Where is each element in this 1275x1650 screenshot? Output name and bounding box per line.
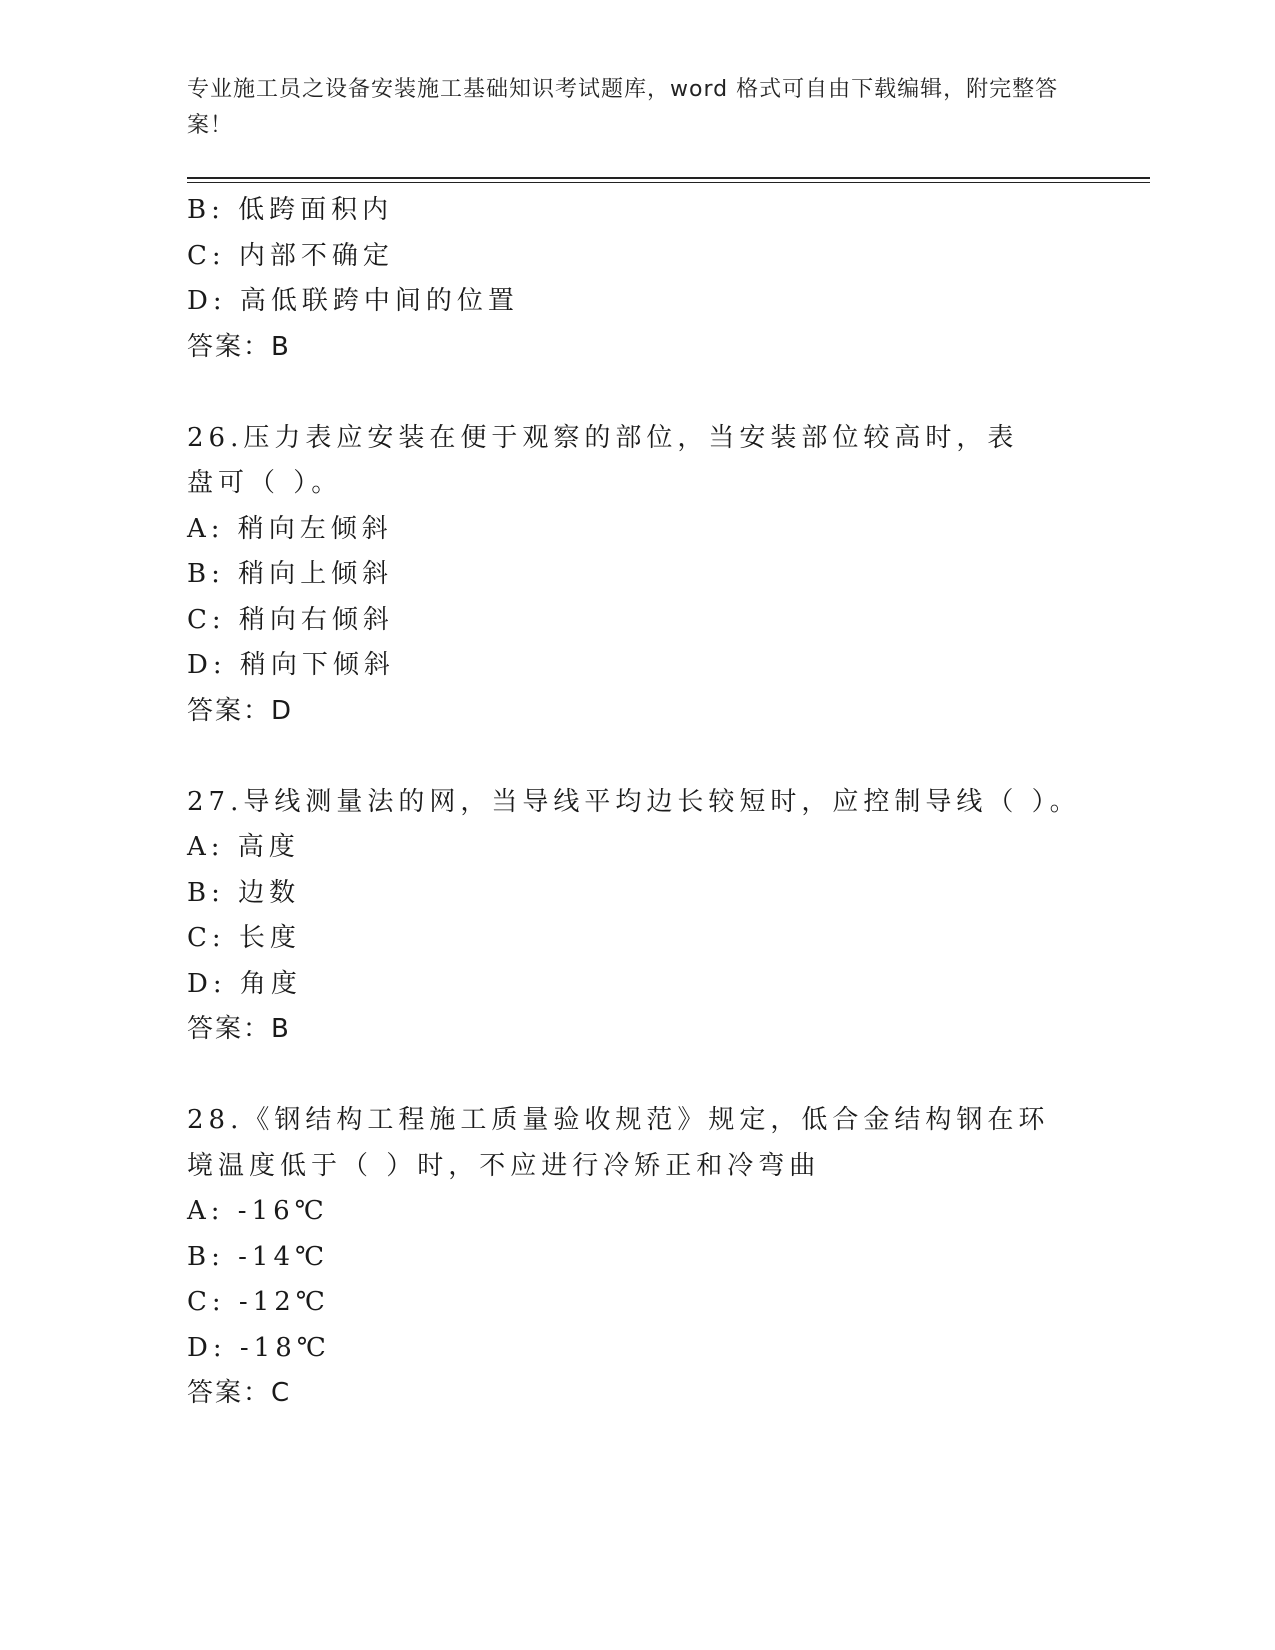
option-b: B: -14℃ xyxy=(187,1241,330,1272)
spacer xyxy=(187,1053,1087,1099)
spacer xyxy=(187,370,1087,416)
option-c: C: 稍向右倾斜 xyxy=(187,604,394,635)
answer-line: 答案：D xyxy=(187,695,294,726)
option-c: C: 长度 xyxy=(187,923,301,953)
header-divider-thin xyxy=(187,182,1150,183)
question-28 xyxy=(187,1098,1087,1417)
option-b: B: 低跨面积内 xyxy=(187,195,394,225)
option-d: D: 角度 xyxy=(187,968,302,999)
answer-line: 答案：C xyxy=(187,1378,292,1408)
option-c: C: -12℃ xyxy=(187,1287,330,1317)
option-a: A: 稍向左倾斜 xyxy=(187,513,393,544)
question-stem: 27.导线测量法的网，当导线平均边长较短时，应控制导线（ ）。 xyxy=(187,786,1081,817)
question-27 xyxy=(187,780,1087,1053)
option-d: D: 高低联跨中间的位置 xyxy=(187,286,519,316)
question-stem: 28.《钢结构工程施工质量验收规范》规定，低合金结构钢在环境温度低于（ ）时，不应进行冷矫正和冷弯曲 xyxy=(187,1105,1050,1181)
question-26 xyxy=(187,416,1087,735)
option-a: A: 高度 xyxy=(187,832,300,862)
header-divider-thick xyxy=(187,177,1150,179)
spacer xyxy=(187,734,1087,780)
question-stem: 26.压力表应安装在便于观察的部位，当安装部位较高时，表盘可（ ）。 xyxy=(187,422,1019,498)
option-d: D: -18℃ xyxy=(187,1332,331,1363)
option-c: C: 内部不确定 xyxy=(187,240,394,271)
option-a: A: -16℃ xyxy=(187,1196,329,1226)
answer-line: 答案：B xyxy=(187,1014,291,1044)
option-b: B: 稍向上倾斜 xyxy=(187,559,394,589)
question-list xyxy=(187,188,1087,1417)
question-25-continued xyxy=(187,188,1087,370)
answer-line: 答案：B xyxy=(187,331,291,362)
page-header: 专业施工员之设备安装施工基础知识考试题库，word 格式可自由下载编辑，附完整答案！ xyxy=(187,77,1059,138)
option-d: D: 稍向下倾斜 xyxy=(187,650,395,680)
option-b: B: 边数 xyxy=(187,877,301,908)
